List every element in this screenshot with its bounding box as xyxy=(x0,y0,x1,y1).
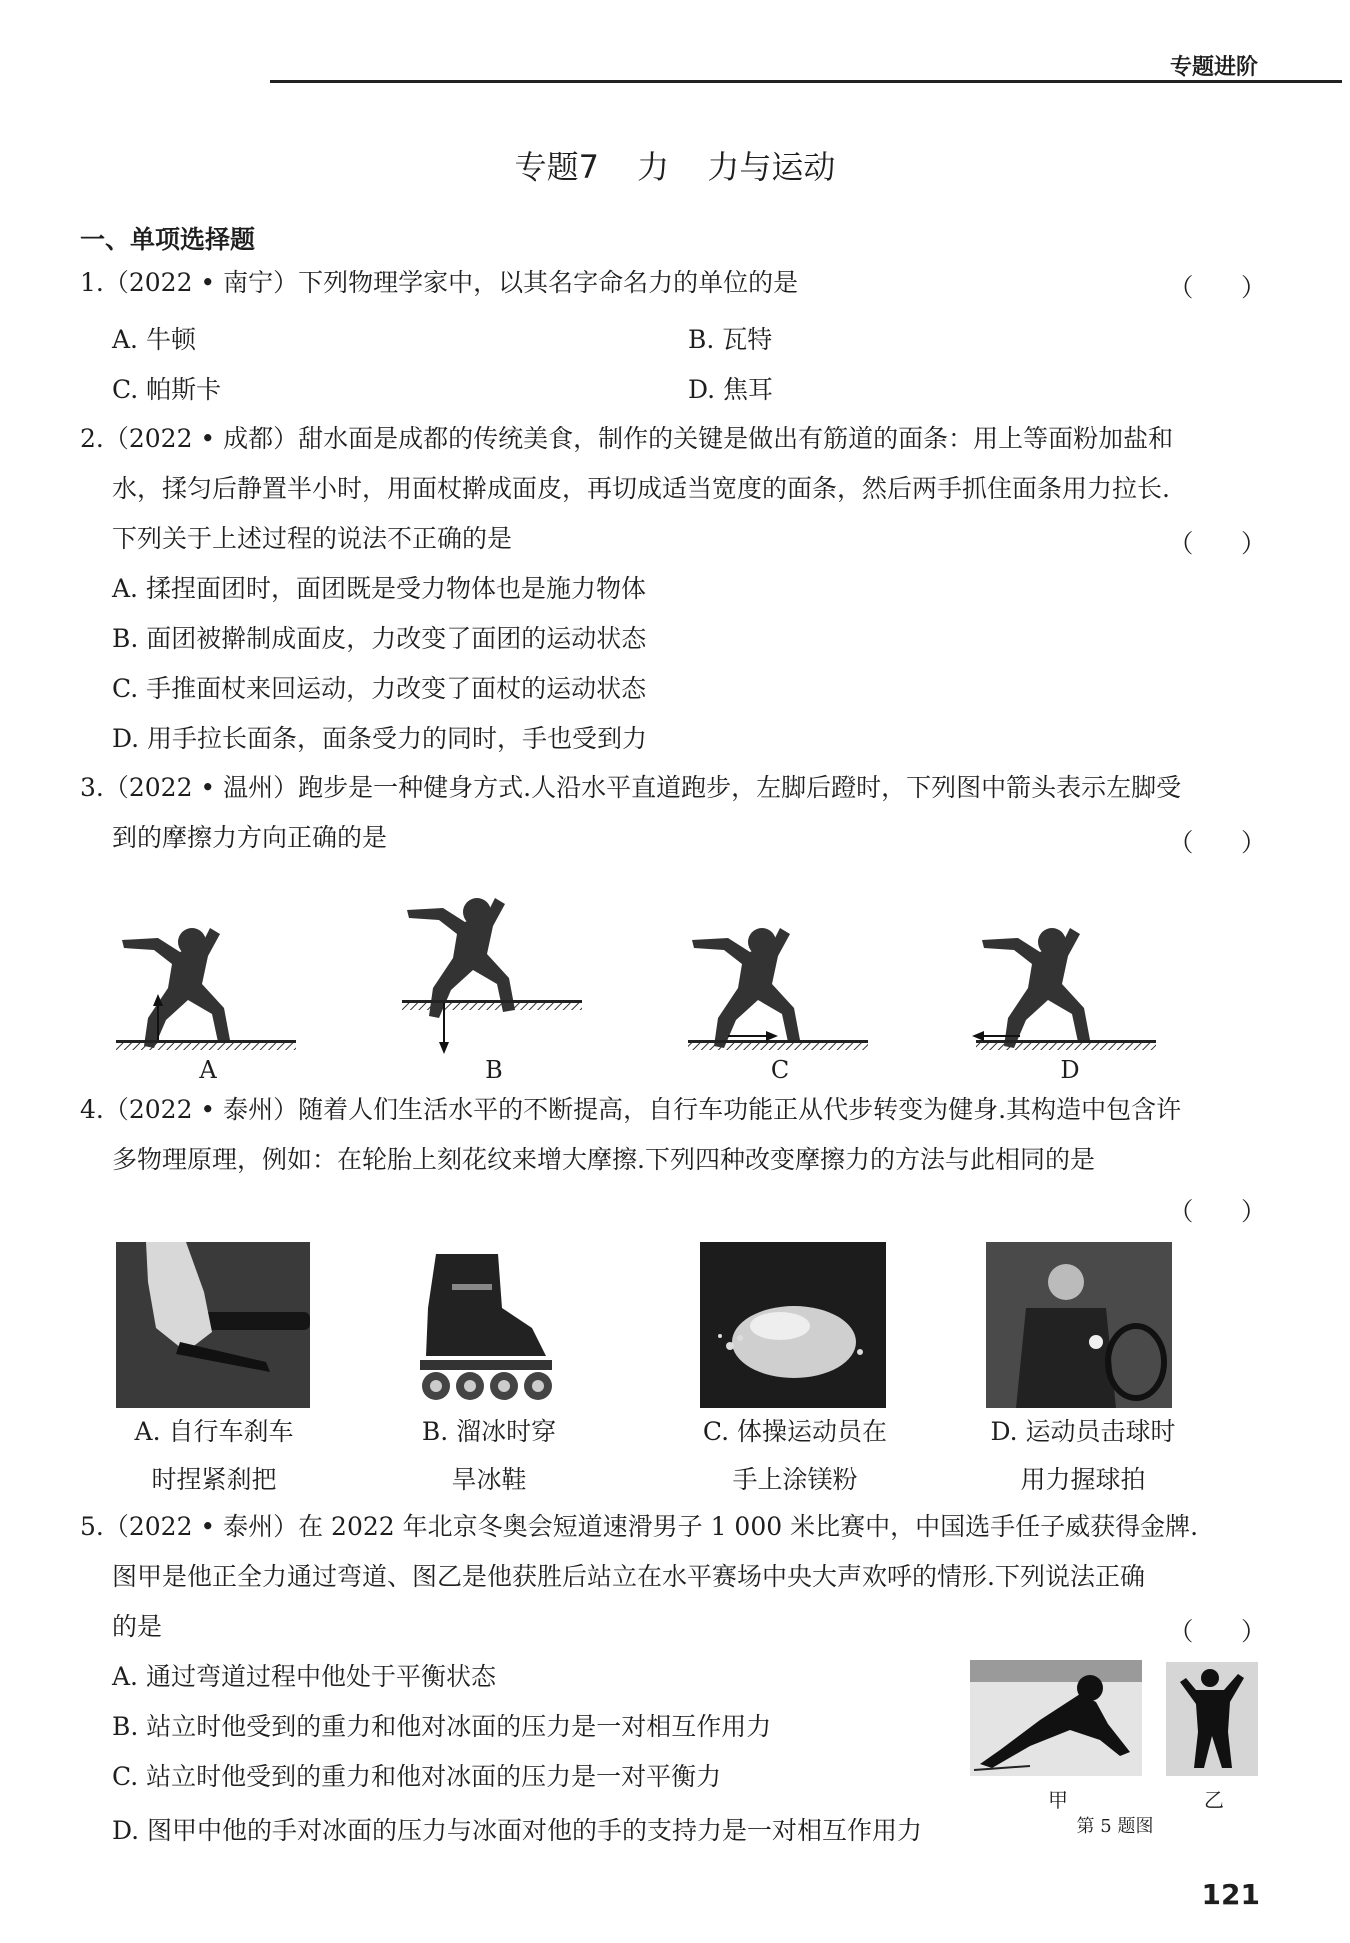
title-topic-number: 专题7 xyxy=(514,148,599,186)
page-title xyxy=(0,142,1350,188)
q4-option-a-line1: A. 自行车刹车 xyxy=(134,1417,294,1446)
title-topic-motion: 力与运动 xyxy=(707,148,836,186)
header-rule xyxy=(270,80,1342,83)
runner-figure-c xyxy=(688,928,868,1050)
q3-label-b: B xyxy=(485,1056,503,1084)
q2-answer-blank: （ ） xyxy=(1168,529,1266,558)
q3-stem-line2: 到的摩擦力方向正确的是 xyxy=(112,823,388,852)
q5-label-jia: 甲 xyxy=(1048,1788,1068,1812)
q5-figure-caption: 第 5 题图 xyxy=(1076,1816,1154,1837)
q4-photo-inline-skate xyxy=(406,1248,562,1408)
runner-figure-a xyxy=(116,928,296,1050)
q4-option-d xyxy=(960,1408,1206,1504)
q3-stem-line1: 3.（2022 • 温州）跑步是一种健身方式.人沿水平直道跑步，左脚后蹬时，下列图中箭头表示左脚受 xyxy=(80,773,1182,802)
q4-option-d-line2: 用力握球拍 xyxy=(1020,1465,1146,1494)
q5-photo-jia-speed-skater xyxy=(970,1660,1142,1776)
q2-stem-line3: 下列关于上述过程的说法不正确的是 xyxy=(112,524,513,553)
q5-option-b: B. 站立时他受到的重力和他对冰面的压力是一对相互作用力 xyxy=(112,1712,772,1741)
q3-label-d: D xyxy=(1060,1056,1080,1084)
q4-photo-bike-brake xyxy=(116,1242,310,1408)
q5-stem-line1: 5.（2022 • 泰州）在 2022 年北京冬奥会短道速滑男子 1 000 米比赛中，中国选手任子威获得金牌. xyxy=(80,1512,1199,1541)
q4-stem-line2: 多物理原理，例如：在轮胎上刻花纹来增大摩擦.下列四种改变摩擦力的方法与此相同的是 xyxy=(112,1145,1095,1174)
q4-option-b xyxy=(378,1408,600,1504)
section-heading: 一、单项选择题 xyxy=(80,225,256,254)
q1-option-c: C. 帕斯卡 xyxy=(112,375,222,404)
q5-option-d: D. 图甲中他的手对冰面的压力与冰面对他的手的支持力是一对相互作用力 xyxy=(112,1816,923,1845)
q2-option-c: C. 手推面杖来回运动，力改变了面杖的运动状态 xyxy=(112,674,647,703)
q4-photo-tennis-player xyxy=(986,1242,1172,1408)
q4-option-b-line1: B. 溜冰时穿 xyxy=(421,1417,557,1446)
q4-option-c xyxy=(672,1408,918,1504)
title-topic-force: 力 xyxy=(637,148,670,186)
q3-label-c: C xyxy=(770,1056,790,1084)
q1-stem: 1.（2022 • 南宁）下列物理学家中，以其名字命名力的单位的是 xyxy=(80,268,799,297)
q3-answer-blank: （ ） xyxy=(1168,828,1266,857)
q4-option-a-line2: 时捏紧刹把 xyxy=(151,1465,277,1494)
q1-option-a: A. 牛顿 xyxy=(112,325,196,354)
q5-label-yi: 乙 xyxy=(1204,1788,1224,1812)
q1-option-d: D. 焦耳 xyxy=(688,375,774,404)
q4-option-d-line1: D. 运动员击球时 xyxy=(990,1417,1176,1446)
runner-figure-b xyxy=(402,898,582,1054)
q5-option-c: C. 站立时他受到的重力和他对冰面的压力是一对平衡力 xyxy=(112,1762,722,1791)
q1-option-b: B. 瓦特 xyxy=(688,325,773,354)
q2-option-b: B. 面团被擀制成面皮，力改变了面团的运动状态 xyxy=(112,624,647,653)
runner-figure-d xyxy=(972,928,1156,1050)
q2-option-a: A. 揉捏面团时，面团既是受力物体也是施力物体 xyxy=(112,574,646,603)
q3-label-a: A xyxy=(199,1056,217,1084)
q5-photo-yi-standing-skater xyxy=(1166,1662,1258,1776)
header-section-label: 专题进阶 xyxy=(1169,55,1258,80)
q4-option-c-line2: 手上涂镁粉 xyxy=(732,1465,858,1494)
q4-answer-blank: （ ） xyxy=(1168,1197,1266,1226)
q4-stem-line1: 4.（2022 • 泰州）随着人们生活水平的不断提高，自行车功能正从代步转变为健身.其构造中包含许 xyxy=(80,1095,1182,1124)
page-number: 121 xyxy=(1201,1878,1260,1911)
q2-stem-line1: 2.（2022 • 成都）甜水面是成都的传统美食，制作的关键是做出有筋道的面条：用上等面粉加盐和 xyxy=(80,424,1174,453)
q1-answer-blank: （ ） xyxy=(1168,273,1266,302)
q3-runner-figures xyxy=(110,860,1190,1080)
q5-stem-line3: 的是 xyxy=(112,1612,163,1641)
q4-option-a xyxy=(96,1408,332,1504)
q4-option-c-line1: C. 体操运动员在 xyxy=(702,1417,888,1446)
q5-answer-blank: （ ） xyxy=(1168,1617,1266,1646)
q5-option-a: A. 通过弯道过程中他处于平衡状态 xyxy=(112,1662,496,1691)
q2-stem-line2: 水，揉匀后静置半小时，用面杖擀成面皮，再切成适当宽度的面条，然后两手抓住面条用力拉长. xyxy=(112,474,1170,503)
q4-photo-chalk-hands xyxy=(700,1242,886,1408)
q2-option-d: D. 用手拉长面条，面条受力的同时，手也受到力 xyxy=(112,724,648,753)
q4-option-b-line2: 旱冰鞋 xyxy=(451,1465,527,1494)
q5-stem-line2: 图甲是他正全力通过弯道、图乙是他获胜后站立在水平赛场中央大声欢呼的情形.下列说法正确 xyxy=(112,1562,1145,1591)
